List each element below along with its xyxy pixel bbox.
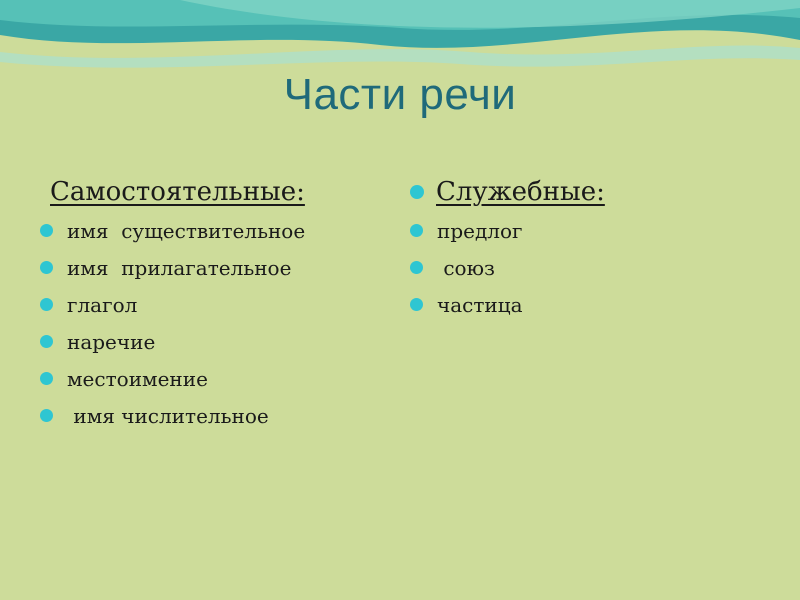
list-item: предлог	[410, 212, 770, 249]
list-item: союз	[410, 249, 770, 286]
bullet-icon	[410, 185, 424, 199]
auxiliary-heading-text: Служебные:	[436, 177, 605, 207]
slide-title: Части речи	[283, 70, 517, 119]
independent-heading	[40, 172, 380, 212]
bullet-icon	[40, 224, 53, 237]
independent-heading-text: Самостоятельные:	[50, 177, 305, 207]
list-item: имя прилагательное	[40, 249, 380, 286]
list-item: наречие	[40, 323, 380, 360]
decorative-waves	[0, 0, 800, 80]
bullet-icon	[40, 409, 53, 422]
bullet-icon	[40, 372, 53, 385]
bullet-icon	[410, 261, 423, 274]
bullet-icon	[410, 298, 423, 311]
list-item: частица	[410, 286, 770, 323]
auxiliary-list	[410, 212, 770, 323]
bullet-icon	[40, 335, 53, 348]
auxiliary-heading	[410, 172, 770, 212]
list-item: глагол	[40, 286, 380, 323]
auxiliary-parts-column	[410, 172, 770, 323]
list-item: имя существительное	[40, 212, 380, 249]
independent-list	[40, 212, 380, 434]
bullet-icon	[40, 298, 53, 311]
independent-parts-column	[40, 172, 380, 434]
bullet-icon	[410, 224, 423, 237]
bullet-icon	[40, 261, 53, 274]
list-item: местоимение	[40, 360, 380, 397]
list-item: имя числительное	[40, 397, 380, 434]
